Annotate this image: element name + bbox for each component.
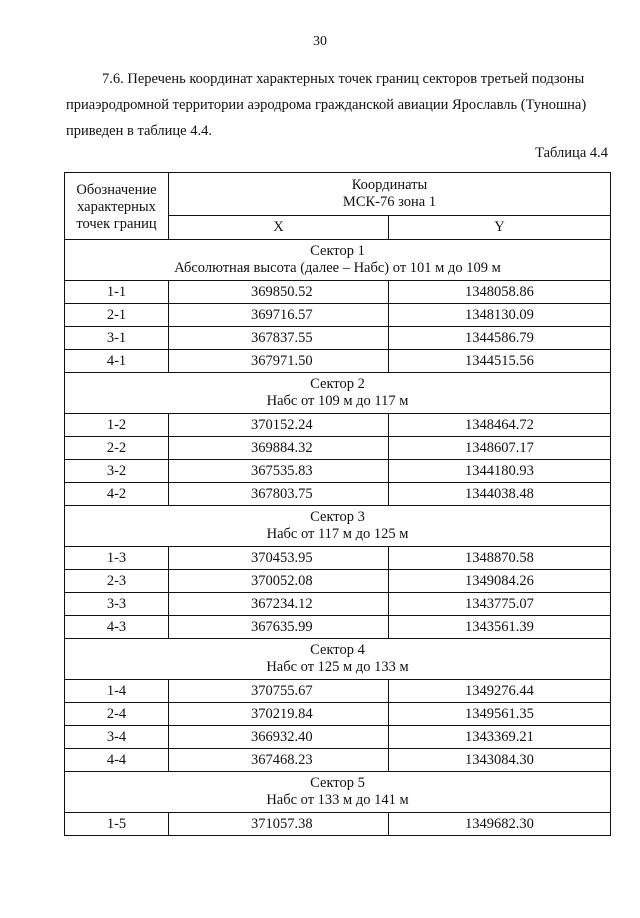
y-coordinate-cell: 1349561.35	[389, 703, 611, 726]
y-coordinate-cell: 1349276.44	[389, 680, 611, 703]
intro-line: приведен в таблице 4.4.	[66, 123, 212, 139]
x-coordinate-cell: 367803.75	[169, 483, 389, 506]
point-cell: 2-4	[65, 703, 169, 726]
point-cell: 3-2	[65, 460, 169, 483]
point-cell: 1-3	[65, 547, 169, 570]
point-cell: 2-3	[65, 570, 169, 593]
x-coordinate-cell: 370052.08	[169, 570, 389, 593]
x-coordinate-cell: 366932.40	[169, 726, 389, 749]
sector-height-range: Набс от 117 м до 125 м	[266, 526, 409, 542]
point-cell: 3-3	[65, 593, 169, 616]
table-row	[65, 327, 611, 350]
sector-header-cell	[65, 639, 611, 680]
y-coordinate-cell: 1343369.21	[389, 726, 611, 749]
sector-title: Сектор 5	[310, 775, 365, 791]
y-coordinate-cell: 1348058.86	[389, 281, 611, 304]
y-coordinate-cell: 1343084.30	[389, 749, 611, 772]
y-coordinate-cell: 1344515.56	[389, 350, 611, 373]
intro-line: приаэродромной территории аэродрома гражданской авиации Ярославль (Туношна)	[66, 97, 587, 113]
header-line: характерных	[77, 198, 156, 215]
table-row	[65, 304, 611, 327]
intro-paragraph	[66, 66, 610, 144]
y-column-header: Y	[389, 215, 611, 239]
x-coordinate-cell: 367837.55	[169, 327, 389, 350]
coordinates-table	[64, 172, 611, 836]
sector-header-cell	[65, 240, 611, 281]
header-line: Обозначение	[76, 181, 157, 198]
header-line: точек границ	[76, 215, 157, 232]
y-coordinate-cell: 1348130.09	[389, 304, 611, 327]
y-coordinate-cell: 1348870.58	[389, 547, 611, 570]
y-coordinate-cell: 1343561.39	[389, 616, 611, 639]
y-coordinate-cell: 1344038.48	[389, 483, 611, 506]
point-cell: 2-2	[65, 437, 169, 460]
point-cell: 4-1	[65, 350, 169, 373]
x-coordinate-cell: 370755.67	[169, 680, 389, 703]
table-row	[65, 726, 611, 749]
point-cell: 3-1	[65, 327, 169, 350]
sector-header-cell	[65, 506, 611, 547]
point-cell: 1-4	[65, 680, 169, 703]
x-coordinate-cell: 367535.83	[169, 460, 389, 483]
sector-title: Сектор 4	[310, 642, 365, 658]
point-designation-header	[65, 173, 169, 240]
point-cell: 1-1	[65, 281, 169, 304]
sector-height-range: Набс от 133 м до 141 м	[266, 792, 409, 808]
sector-header-cell	[65, 772, 611, 813]
table-row	[65, 749, 611, 772]
sector-height-range: Абсолютная высота (далее – Набс) от 101 м до 109 м	[174, 260, 501, 276]
table-body	[65, 240, 611, 836]
point-cell: 4-4	[65, 749, 169, 772]
point-cell: 4-2	[65, 483, 169, 506]
x-coordinate-cell: 370453.95	[169, 547, 389, 570]
sector-height-range: Набс от 109 м до 117 м	[266, 393, 409, 409]
y-coordinate-cell: 1349084.26	[389, 570, 611, 593]
table-row	[65, 680, 611, 703]
x-coordinate-cell: 367971.50	[169, 350, 389, 373]
table-row	[65, 813, 611, 836]
sector-row	[65, 373, 611, 414]
x-coordinate-cell: 369884.32	[169, 437, 389, 460]
sector-row	[65, 772, 611, 813]
table-row	[65, 593, 611, 616]
y-coordinate-cell: 1348607.17	[389, 437, 611, 460]
table-caption: Таблица 4.4	[535, 145, 608, 161]
sector-title: Сектор 2	[310, 376, 365, 392]
x-coordinate-cell: 369850.52	[169, 281, 389, 304]
x-coordinate-cell: 370219.84	[169, 703, 389, 726]
table-row	[65, 483, 611, 506]
table-row	[65, 570, 611, 593]
table-row	[65, 547, 611, 570]
sector-row	[65, 240, 611, 281]
table-row	[65, 616, 611, 639]
point-cell: 3-4	[65, 726, 169, 749]
header-line: Координаты	[351, 176, 428, 193]
x-coordinate-cell: 367635.99	[169, 616, 389, 639]
x-coordinate-cell: 369716.57	[169, 304, 389, 327]
header-line: МСК-76 зона 1	[342, 193, 437, 210]
point-cell: 2-1	[65, 304, 169, 327]
table-row	[65, 460, 611, 483]
table-row	[65, 437, 611, 460]
x-coordinate-cell: 367234.12	[169, 593, 389, 616]
x-coordinate-cell: 371057.38	[169, 813, 389, 836]
sector-row	[65, 639, 611, 680]
coordinates-header	[169, 173, 611, 216]
sector-title: Сектор 1	[310, 243, 365, 259]
table-row	[65, 350, 611, 373]
y-coordinate-cell: 1348464.72	[389, 414, 611, 437]
y-coordinate-cell: 1344586.79	[389, 327, 611, 350]
table-row	[65, 281, 611, 304]
x-coordinate-cell: 370152.24	[169, 414, 389, 437]
x-column-header: X	[169, 215, 389, 239]
y-coordinate-cell: 1344180.93	[389, 460, 611, 483]
sector-title: Сектор 3	[310, 509, 365, 525]
table-row	[65, 703, 611, 726]
intro-line: 7.6. Перечень координат характерных точек границ секторов третьей подзоны	[102, 71, 585, 87]
x-coordinate-cell: 367468.23	[169, 749, 389, 772]
sector-header-cell	[65, 373, 611, 414]
point-cell: 1-5	[65, 813, 169, 836]
point-cell: 4-3	[65, 616, 169, 639]
sector-row	[65, 506, 611, 547]
y-coordinate-cell: 1349682.30	[389, 813, 611, 836]
page-number: 30	[313, 34, 327, 49]
table-row	[65, 414, 611, 437]
y-coordinate-cell: 1343775.07	[389, 593, 611, 616]
point-cell: 1-2	[65, 414, 169, 437]
sector-height-range: Набс от 125 м до 133 м	[266, 659, 409, 675]
